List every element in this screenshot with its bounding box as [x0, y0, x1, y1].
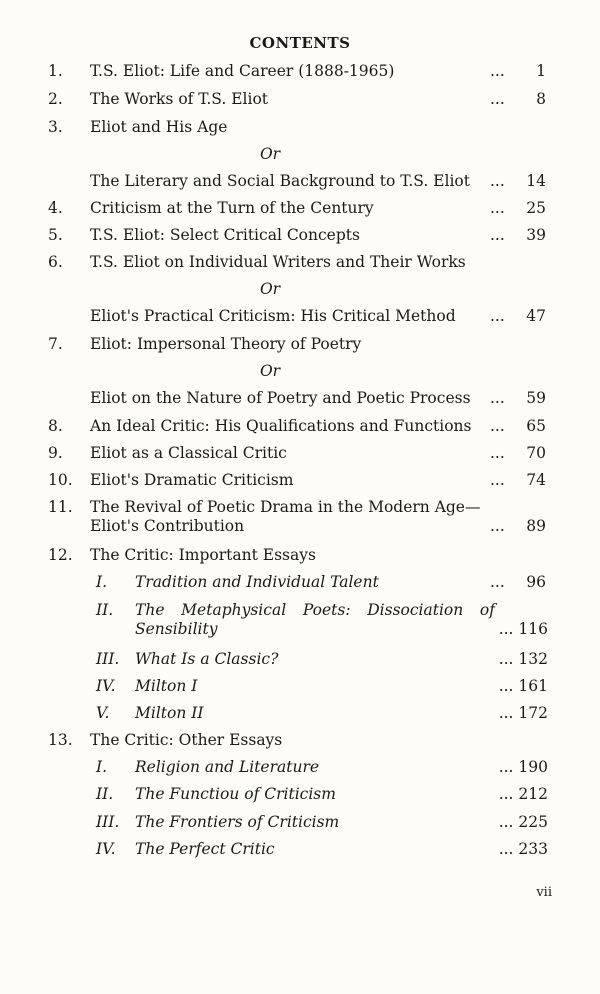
- page-reference: [499, 785, 548, 804]
- subentry-number: II.: [96, 601, 114, 619]
- entry-number: 4.: [48, 199, 63, 217]
- entry-alt-title: Eliot on the Nature of Poetry and Poetic Process: [90, 389, 471, 407]
- folio: vii: [536, 885, 552, 900]
- leader-dots: ...: [498, 620, 514, 638]
- page-number: 132: [518, 650, 548, 668]
- page-title: CONTENTS: [249, 34, 351, 52]
- leader-dots: ...: [490, 172, 505, 190]
- page-number: 1: [536, 62, 546, 80]
- subentry-number: V.: [96, 704, 110, 722]
- subentry-number: III.: [96, 650, 120, 668]
- entry-number: 6.: [48, 253, 63, 271]
- entry-number: 7.: [48, 335, 63, 353]
- subentry-title: The Functiou of Criticism: [135, 785, 336, 803]
- page-number: 190: [518, 758, 548, 776]
- subentry-number: I.: [96, 758, 108, 776]
- subentry-title: Milton I: [135, 677, 198, 695]
- subentry-title: Religion and Literature: [135, 758, 320, 776]
- subentry-number: II.: [96, 785, 114, 803]
- leader-dots: ...: [498, 785, 514, 803]
- page-number: 59: [526, 389, 546, 407]
- entry-alt-title: Eliot's Practical Criticism: His Critical Method: [90, 307, 456, 325]
- page-reference: [499, 840, 548, 859]
- leader-dots: ...: [490, 307, 505, 325]
- page-number: 65: [526, 417, 546, 435]
- leader-dots: ...: [490, 444, 505, 462]
- page-reference: [499, 758, 548, 777]
- leader-dots: ...: [490, 517, 505, 535]
- subentry-number: I.: [96, 573, 108, 591]
- entry-title: T.S. Eliot: Select Critical Concepts: [90, 226, 360, 244]
- entry-title: The Revival of Poetic Drama in the Modern Age— Eliot's Contribution: [90, 498, 481, 535]
- leader-dots: ...: [490, 199, 505, 217]
- page-number: 14: [526, 172, 546, 190]
- leader-dots: ...: [490, 471, 505, 489]
- entry-title: Eliot: Impersonal Theory of Poetry: [90, 335, 362, 353]
- entry-title: T.S. Eliot on Individual Writers and Their Works: [90, 253, 466, 271]
- entry-number: 1.: [48, 62, 63, 80]
- page-reference: [499, 813, 548, 832]
- subentry-title: The Frontiers of Criticism: [135, 813, 340, 831]
- page-number: 89: [526, 517, 546, 535]
- entry-title: An Ideal Critic: His Qualifications and Functions: [90, 417, 472, 435]
- leader-dots: ...: [490, 417, 505, 435]
- page-number: 70: [526, 444, 546, 462]
- entry-title: The Critic: Important Essays: [90, 546, 316, 564]
- entry-title: T.S. Eliot: Life and Career (1888-1965): [90, 62, 395, 80]
- subentry-title: What Is a Classic?: [135, 650, 279, 668]
- leader-dots: ...: [490, 226, 505, 244]
- subentry-title: The Perfect Critic: [135, 840, 275, 858]
- leader-dots: ...: [498, 840, 514, 858]
- entry-number: 12.: [48, 546, 73, 564]
- subentry-title: Milton II: [135, 704, 204, 722]
- or-label: Or: [259, 280, 281, 298]
- leader-dots: ...: [498, 677, 514, 695]
- entry-title: The Works of T.S. Eliot: [90, 90, 269, 108]
- leader-dots: ...: [490, 62, 505, 80]
- page-number: 47: [526, 307, 546, 325]
- entry-number: 13.: [48, 731, 73, 749]
- subentry-title: Tradition and Individual Talent: [135, 573, 379, 591]
- entry-number: 10.: [48, 471, 73, 489]
- page-number: 161: [518, 677, 548, 695]
- page-reference: [499, 620, 548, 639]
- subentry-title: The Metaphysical Poets: Dissociation of Sensibility: [135, 601, 495, 638]
- page-number: 39: [526, 226, 546, 244]
- entry-number: 2.: [48, 90, 63, 108]
- leader-dots: ...: [498, 704, 514, 722]
- page-number: 212: [518, 785, 548, 803]
- page-number: 96: [526, 573, 546, 591]
- leader-dots: ...: [498, 813, 514, 831]
- page-number: 225: [518, 813, 548, 831]
- page-reference: [499, 650, 548, 669]
- entry-alt-title: The Literary and Social Background to T.S. Eliot: [90, 172, 470, 190]
- leader-dots: ...: [490, 389, 505, 407]
- page-reference: [499, 677, 548, 696]
- entry-title: Criticism at the Turn of the Century: [90, 199, 374, 217]
- page-number: 8: [536, 90, 546, 108]
- subentry-number: III.: [96, 813, 120, 831]
- entry-title: The Critic: Other Essays: [90, 731, 283, 749]
- page-number: 25: [526, 199, 546, 217]
- page-number: 233: [518, 840, 548, 858]
- leader-dots: ...: [490, 90, 505, 108]
- page-number: 116: [518, 620, 548, 638]
- subentry-number: IV.: [96, 677, 116, 695]
- entry-number: 9.: [48, 444, 63, 462]
- leader-dots: ...: [498, 758, 514, 776]
- or-label: Or: [259, 145, 281, 163]
- entry-title: Eliot and His Age: [90, 118, 228, 136]
- entry-title: Eliot's Dramatic Criticism: [90, 471, 294, 489]
- leader-dots: ...: [490, 573, 505, 591]
- page-reference: [499, 704, 548, 723]
- or-label: Or: [259, 362, 281, 380]
- entry-number: 5.: [48, 226, 63, 244]
- entry-number: 8.: [48, 417, 63, 435]
- entry-number: 3.: [48, 118, 63, 136]
- subentry-number: IV.: [96, 840, 116, 858]
- leader-dots: ...: [498, 650, 514, 668]
- entry-number: 11.: [48, 498, 73, 516]
- page-number: 172: [518, 704, 548, 722]
- entry-title: Eliot as a Classical Critic: [90, 444, 287, 462]
- page-number: 74: [526, 471, 546, 489]
